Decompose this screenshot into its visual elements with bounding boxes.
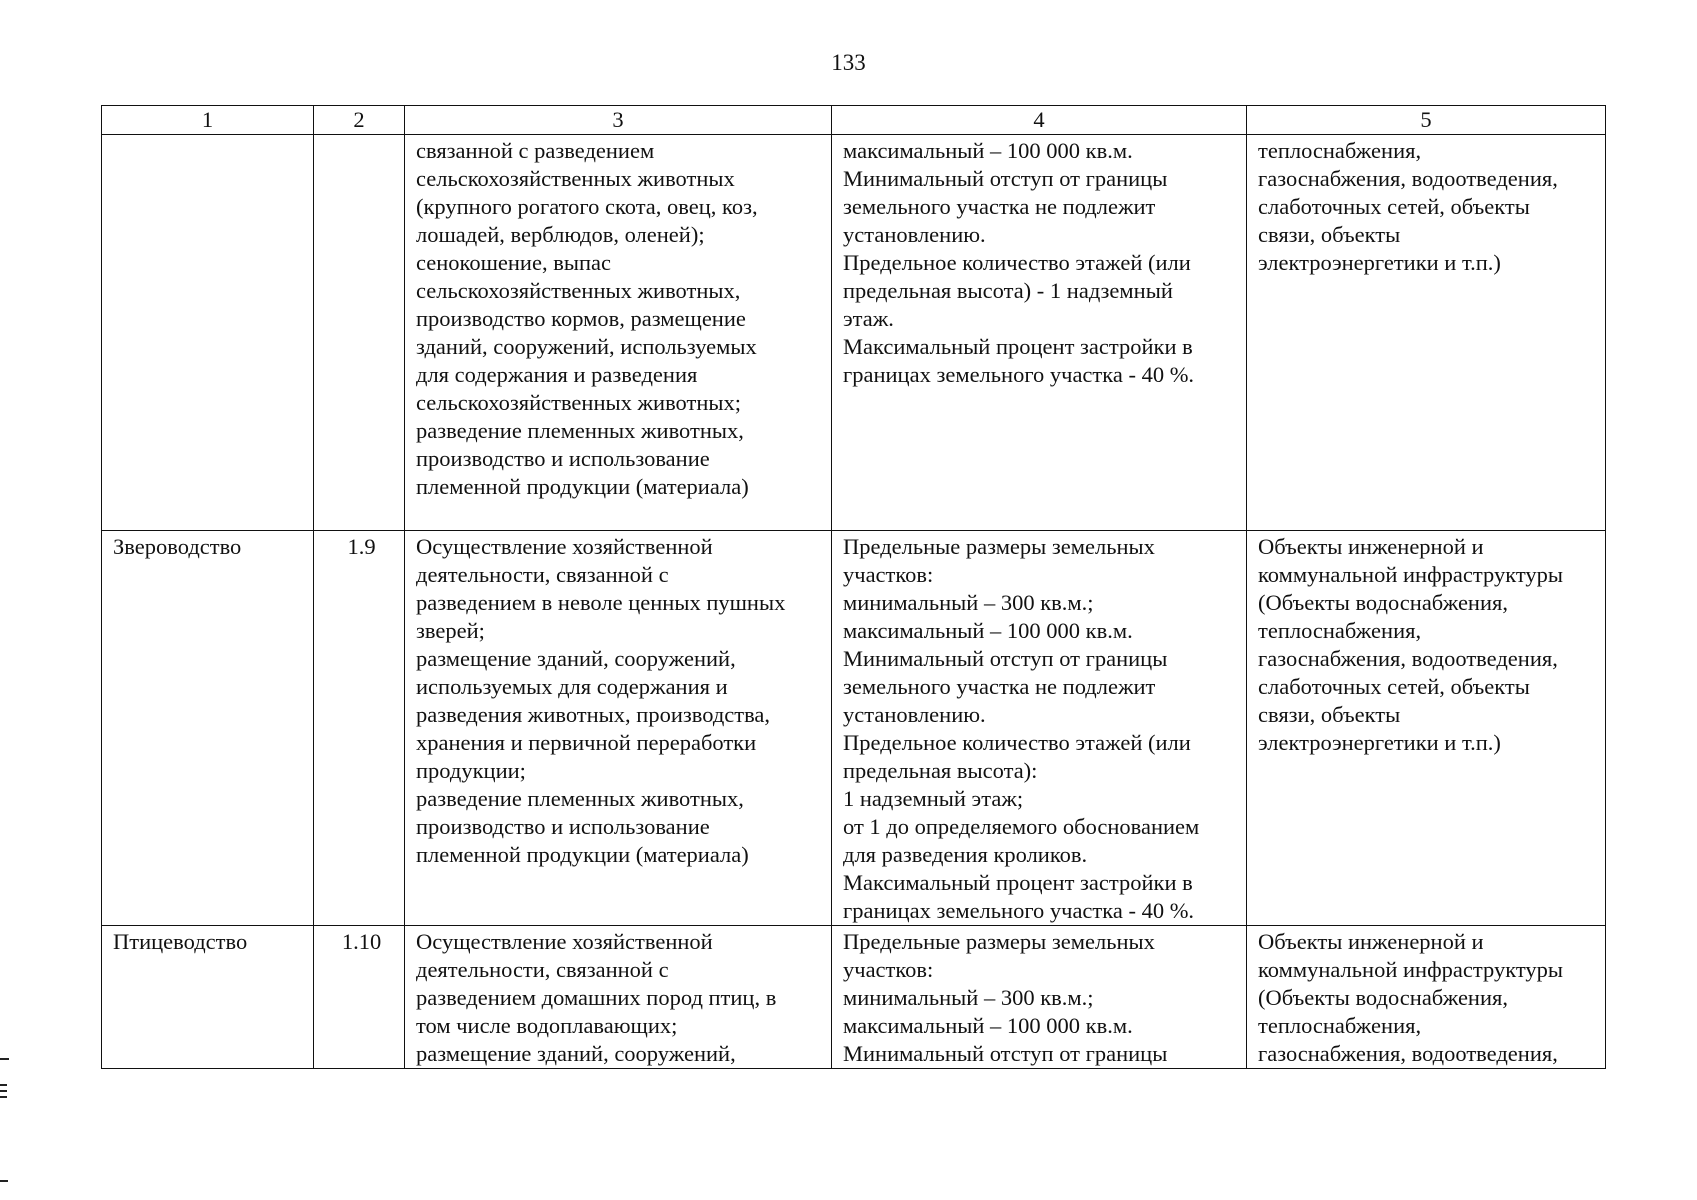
parameters-cell xyxy=(832,926,1247,1069)
text-line: от 1 до определяемого обоснованием xyxy=(843,814,1200,839)
scan-margin-mark xyxy=(0,1096,7,1098)
text-line: коммунальной инфраструктуры xyxy=(1258,562,1563,587)
text-line: размещение зданий, сооружений, xyxy=(416,1041,736,1066)
land-use-name-cell xyxy=(102,135,314,531)
parameters-cell xyxy=(832,531,1247,926)
page-number: 133 xyxy=(831,50,866,75)
column-header-5: 5 xyxy=(1247,106,1606,135)
text-line: предельная высота): xyxy=(843,758,1038,783)
text-line: слаботочных сетей, объекты xyxy=(1258,674,1530,699)
text-line: размещение зданий, сооружений, xyxy=(416,646,736,671)
column-header-3: 3 xyxy=(405,106,832,135)
land-use-code-cell xyxy=(314,135,405,531)
text-line: зданий, сооружений, используемых xyxy=(416,334,757,359)
text-line: связи, объекты xyxy=(1258,702,1401,727)
column-header-1: 1 xyxy=(102,106,314,135)
text-line: Осуществление хозяйственной xyxy=(416,929,713,954)
text-line: Максимальный процент застройки в xyxy=(843,870,1193,895)
text-line: лошадей, верблюдов, оленей); xyxy=(416,222,705,247)
text-line: производство и использование xyxy=(416,446,710,471)
text-line: для содержания и разведения xyxy=(416,362,698,387)
text-line: установлению. xyxy=(843,222,986,247)
land-use-name-cell: Птицеводство xyxy=(102,926,314,1069)
text-line: границах земельного участка - 40 %. xyxy=(843,898,1195,923)
text-line: теплоснабжения, xyxy=(1258,138,1422,163)
text-line: Максимальный процент застройки в xyxy=(843,334,1193,359)
text-line: предельная высота) - 1 надземный xyxy=(843,278,1173,303)
text-line: хранения и первичной переработки xyxy=(416,730,757,755)
text-line: сельскохозяйственных животных, xyxy=(416,278,741,303)
text-line: деятельности, связанной с xyxy=(416,562,669,587)
text-line: Минимальный отступ от границы xyxy=(843,646,1168,671)
text-line: Минимальный отступ от границы xyxy=(843,166,1168,191)
auxiliary-uses-cell xyxy=(1247,135,1606,531)
land-use-description-cell xyxy=(405,135,832,531)
text-line: разведение племенных животных, xyxy=(416,418,744,443)
text-line: 1 надземный этаж; xyxy=(843,786,1024,811)
column-header-2: 2 xyxy=(314,106,405,135)
text-line: используемых для содержания и xyxy=(416,674,728,699)
scan-margin-mark xyxy=(0,1058,9,1060)
land-use-code-cell: 1.10 xyxy=(314,926,405,1069)
text-line: слаботочных сетей, объекты xyxy=(1258,194,1530,219)
text-line: Минимальный отступ от границы xyxy=(843,1041,1168,1066)
text-line: участков: xyxy=(843,957,934,982)
land-use-name-cell: Звероводство xyxy=(102,531,314,926)
text-line: газоснабжения, водоотведения, xyxy=(1258,646,1558,671)
text-line: земельного участка не подлежит xyxy=(843,674,1156,699)
text-line: этаж. xyxy=(843,306,894,331)
text-line: Предельное количество этажей (или xyxy=(843,250,1191,275)
text-line: электроэнергетики и т.п.) xyxy=(1258,250,1501,275)
text-line: связи, объекты xyxy=(1258,222,1401,247)
text-line: связанной с разведением xyxy=(416,138,655,163)
text-line: максимальный – 100 000 кв.м. xyxy=(843,618,1133,643)
text-line: для разведения кроликов. xyxy=(843,842,1088,867)
land-use-description-cell xyxy=(405,926,832,1069)
table-row xyxy=(102,135,1606,531)
scan-margin-mark xyxy=(0,1090,7,1092)
text-line: Объекты инженерной и xyxy=(1258,534,1484,559)
text-line: Предельные размеры земельных xyxy=(843,929,1155,954)
land-use-code-cell: 1.9 xyxy=(314,531,405,926)
text-line: племенной продукции (материала) xyxy=(416,474,749,499)
text-line: сенокошение, выпас xyxy=(416,250,611,275)
text-line: продукции; xyxy=(416,758,526,783)
table-row xyxy=(102,926,1606,1069)
text-line: том числе водоплавающих; xyxy=(416,1013,678,1038)
text-line: производство и использование xyxy=(416,814,710,839)
text-line: разведение племенных животных, xyxy=(416,786,744,811)
text-line: границах земельного участка - 40 %. xyxy=(843,362,1195,387)
text-line: производство кормов, размещение xyxy=(416,306,746,331)
text-line: разведением домашних пород птиц, в xyxy=(416,985,777,1010)
auxiliary-uses-cell xyxy=(1247,926,1606,1069)
text-line: (крупного рогатого скота, овец, коз, xyxy=(416,194,758,219)
text-line: (Объекты водоснабжения, xyxy=(1258,590,1508,615)
text-line: сельскохозяйственных животных; xyxy=(416,390,741,415)
text-line: газоснабжения, водоотведения, xyxy=(1258,1041,1558,1066)
text-line: Объекты инженерной и xyxy=(1258,929,1484,954)
text-line: Предельные размеры земельных xyxy=(843,534,1155,559)
zoning-regulations-table xyxy=(101,105,1606,1069)
text-line: электроэнергетики и т.п.) xyxy=(1258,730,1501,755)
text-line: максимальный – 100 000 кв.м. xyxy=(843,138,1133,163)
text-line: минимальный – 300 кв.м.; xyxy=(843,590,1094,615)
text-line: теплоснабжения, xyxy=(1258,618,1422,643)
text-line: разведением в неволе ценных пушных xyxy=(416,590,786,615)
text-line: Предельное количество этажей (или xyxy=(843,730,1191,755)
table-header-row xyxy=(102,106,1606,135)
text-line: земельного участка не подлежит xyxy=(843,194,1156,219)
text-line: зверей; xyxy=(416,618,485,643)
auxiliary-uses-cell xyxy=(1247,531,1606,926)
text-line: Осуществление хозяйственной xyxy=(416,534,713,559)
parameters-cell xyxy=(832,135,1247,531)
text-line: участков: xyxy=(843,562,934,587)
text-line: разведения животных, производства, xyxy=(416,702,771,727)
text-line: максимальный – 100 000 кв.м. xyxy=(843,1013,1133,1038)
text-line: минимальный – 300 кв.м.; xyxy=(843,985,1094,1010)
text-line: (Объекты водоснабжения, xyxy=(1258,985,1508,1010)
column-header-4: 4 xyxy=(832,106,1247,135)
land-use-description-cell xyxy=(405,531,832,926)
text-line: деятельности, связанной с xyxy=(416,957,669,982)
text-line: племенной продукции (материала) xyxy=(416,842,749,867)
text-line: установлению. xyxy=(843,702,986,727)
table-row xyxy=(102,531,1606,926)
scan-margin-mark xyxy=(0,1084,7,1086)
text-line: газоснабжения, водоотведения, xyxy=(1258,166,1558,191)
text-line: теплоснабжения, xyxy=(1258,1013,1422,1038)
text-line: сельскохозяйственных животных xyxy=(416,166,735,191)
scan-margin-mark xyxy=(0,1180,8,1182)
text-line: коммунальной инфраструктуры xyxy=(1258,957,1563,982)
